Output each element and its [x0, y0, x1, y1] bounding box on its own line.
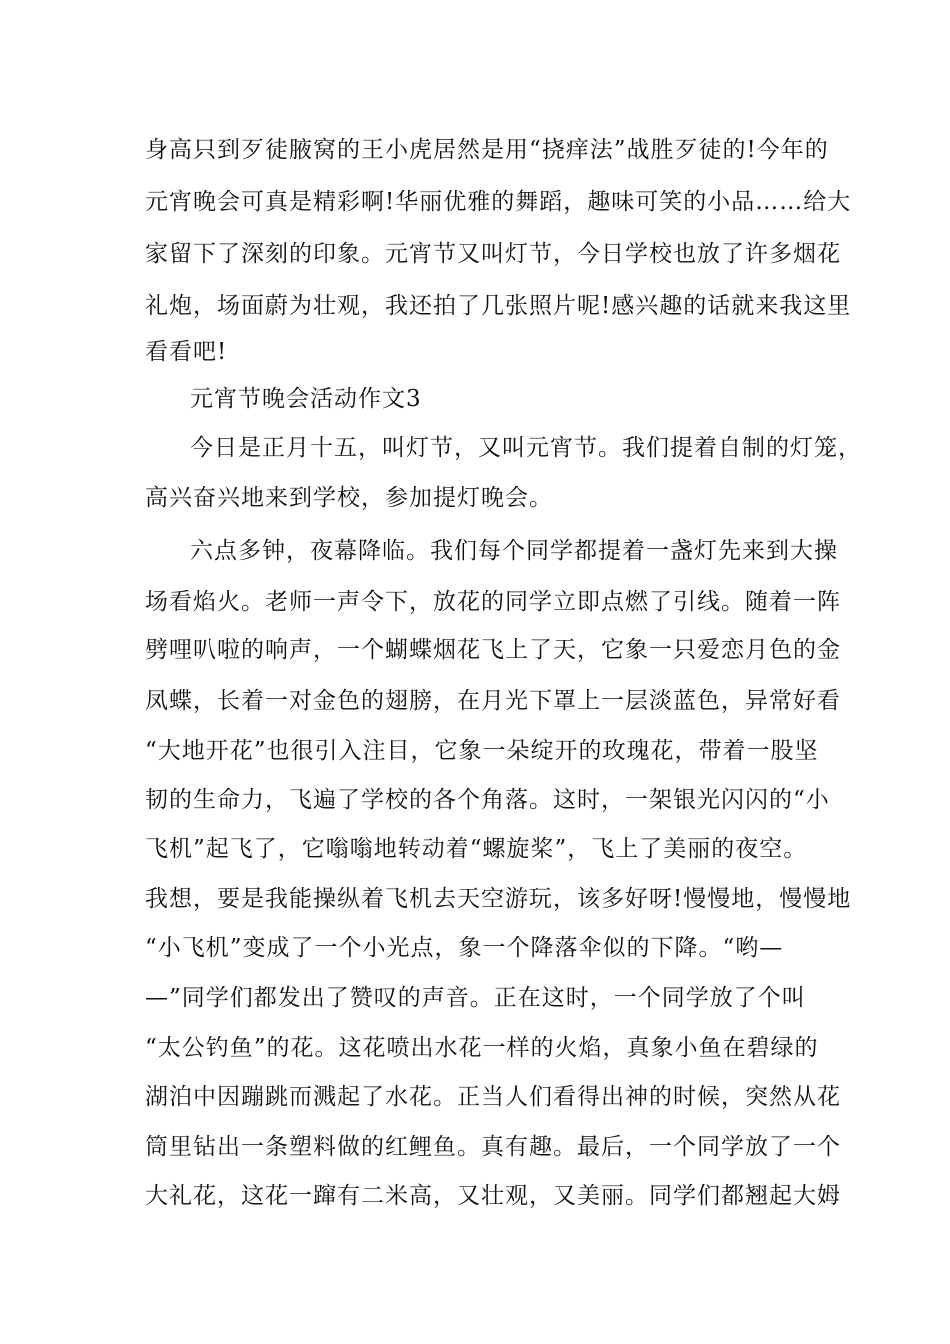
paragraph-line: 凤蝶，长着一对金色的翅膀，在月光下罩上一层淡蓝色，异常好看: [145, 688, 841, 714]
paragraph-line: “太公钓鱼”的花。这花喷出水花一样的火焰，真象小鱼在碧绿的: [145, 1035, 819, 1061]
paragraph-line: 飞机”起飞了，它嗡嗡地转动着“螺旋桨”，飞上了美丽的夜空。: [145, 836, 808, 862]
paragraph-line: 礼炮，场面蔚为壮观，我还拍了几张照片呢!感兴趣的话就来我这里: [145, 293, 852, 319]
paragraph-line: —”同学们都发出了赞叹的声音。正在这时，一个同学放了个叫: [145, 985, 806, 1011]
paragraph-line: 大礼花，这花一蹿有二米高，又壮观，又美丽。同学们都翘起大姆: [145, 1183, 841, 1209]
paragraph-line: 今日是正月十五，叫灯节，又叫元宵节。我们提着自制的灯笼，: [190, 435, 862, 461]
paragraph-line: 我想，要是我能操纵着飞机去天空游玩，该多好呀!慢慢地，慢慢地: [145, 886, 852, 912]
paragraph-line: 劈哩叭啦的响声，一个蝴蝶烟花飞上了天，它象一只爱恋月色的金: [145, 637, 841, 663]
paragraph-line: 筒里钻出一条塑料做的红鲤鱼。真有趣。最后，一个同学放了一个: [145, 1134, 841, 1160]
paragraph-line: 家留下了深刻的印象。元宵节又叫灯节，今日学校也放了许多烟花: [145, 241, 841, 267]
paragraph-line: 湖泊中因蹦跳而溅起了水花。正当人们看得出神的时候，突然从花: [145, 1084, 841, 1110]
paragraph-line: 场看焰火。老师一声令下，放花的同学立即点燃了引线。随着一阵: [145, 589, 841, 615]
paragraph-line: 六点多钟，夜幕降临。我们每个同学都提着一盏灯先来到大操: [190, 538, 838, 564]
paragraph-line: 身高只到歹徒腋窝的王小虎居然是用“挠痒法”战胜歹徒的!今年的: [145, 137, 829, 163]
paragraph-line: 元宵晚会可真是精彩啊!华丽优雅的舞蹈，趣味可笑的小品……给大: [145, 189, 852, 215]
paragraph-line: “大地开花”也很引入注目，它象一朵绽开的玫瑰花，带着一股坚: [145, 738, 819, 764]
paragraph-line: 高兴奋兴地来到学校，参加提灯晚会。: [145, 485, 553, 511]
paragraph-line: 看看吧!: [145, 339, 228, 365]
paragraph-line: “小飞机”变成了一个小光点，象一个降落伞似的下降。“哟—: [145, 935, 784, 961]
section-title: 元宵节晚会活动作文3: [190, 386, 422, 412]
paragraph-line: 韧的生命力，飞遍了学校的各个角落。这时，一架银光闪闪的“小: [145, 787, 830, 813]
